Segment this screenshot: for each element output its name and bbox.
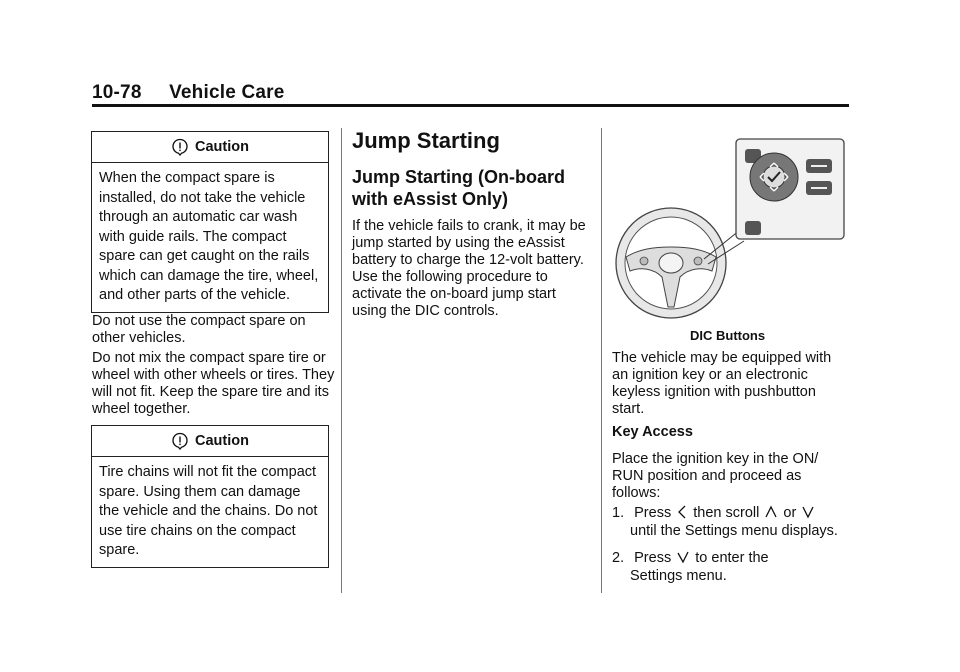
header-rule [92, 104, 849, 107]
subsection-heading: Jump Starting (On-board with eAssist Only) [352, 167, 565, 209]
up-chevron-icon [765, 505, 777, 519]
step-number: 1. [612, 505, 625, 521]
caution-header [92, 132, 328, 163]
dic-buttons-illustration [614, 137, 850, 319]
step-text: Press [634, 550, 672, 566]
checkmark-icon [677, 550, 689, 564]
caution-header [92, 426, 328, 457]
warning-icon [171, 432, 189, 450]
figure-caption: DIC Buttons [690, 328, 766, 343]
step-text: or [783, 505, 797, 521]
paragraph: Do not use the compact spare on other vehicles. [92, 313, 306, 346]
caution-body: When the compact spare is installed, do not take the vehicle through an automatic car wash with guide rails. The compact spare can get caught on the rails which can damage the tire, wheel, and other parts of the vehicle. [99, 170, 319, 303]
paragraph: The vehicle may be equipped with an ignition key or an electronic keyless ignition with pushbutton start. [612, 350, 832, 417]
page-header [92, 82, 285, 104]
step-text: Press [634, 505, 672, 521]
paragraph: Place the ignition key in the ON/ RUN position and proceed as follows: [612, 451, 819, 501]
column-divider-2 [601, 128, 602, 593]
step-text: to enter the [695, 550, 769, 566]
page-number: 10-78 [92, 82, 142, 103]
left-chevron-icon [677, 505, 687, 519]
step-2-continuation: Settings menu. [630, 568, 727, 584]
section-title: Vehicle Care [169, 82, 285, 103]
step-1-continuation: until the Settings menu displays. [630, 523, 838, 539]
paragraph: If the vehicle fails to crank, it may be jump started by using the eAssist battery to charge the 12-volt battery. Use the following procedure to activate the on-board jump start using the DIC controls. [352, 218, 586, 319]
subheading-key-access: Key Access [612, 424, 693, 440]
dic-controls-inset [736, 139, 844, 239]
column-divider-1 [341, 128, 342, 593]
paragraph: Do not mix the compact spare tire or wheel with other wheels or tires. They will not fit. Keep the spare tire and its wheel together. [92, 350, 335, 417]
caution-title: Caution [195, 139, 249, 155]
caution-box-2 [91, 425, 329, 568]
step-2 [612, 550, 852, 567]
caution-box-1 [91, 131, 329, 313]
caution-title: Caution [195, 433, 249, 449]
caution-body: Tire chains will not fit the compact spare. Using them can damage the vehicle and the chains. Do not use tire chains on the compact spare. [99, 464, 318, 558]
step-1 [612, 505, 852, 522]
warning-icon [171, 138, 189, 156]
step-text: then scroll [693, 505, 760, 521]
down-chevron-icon [802, 505, 814, 519]
step-number: 2. [612, 550, 625, 566]
section-heading: Jump Starting [352, 128, 500, 153]
